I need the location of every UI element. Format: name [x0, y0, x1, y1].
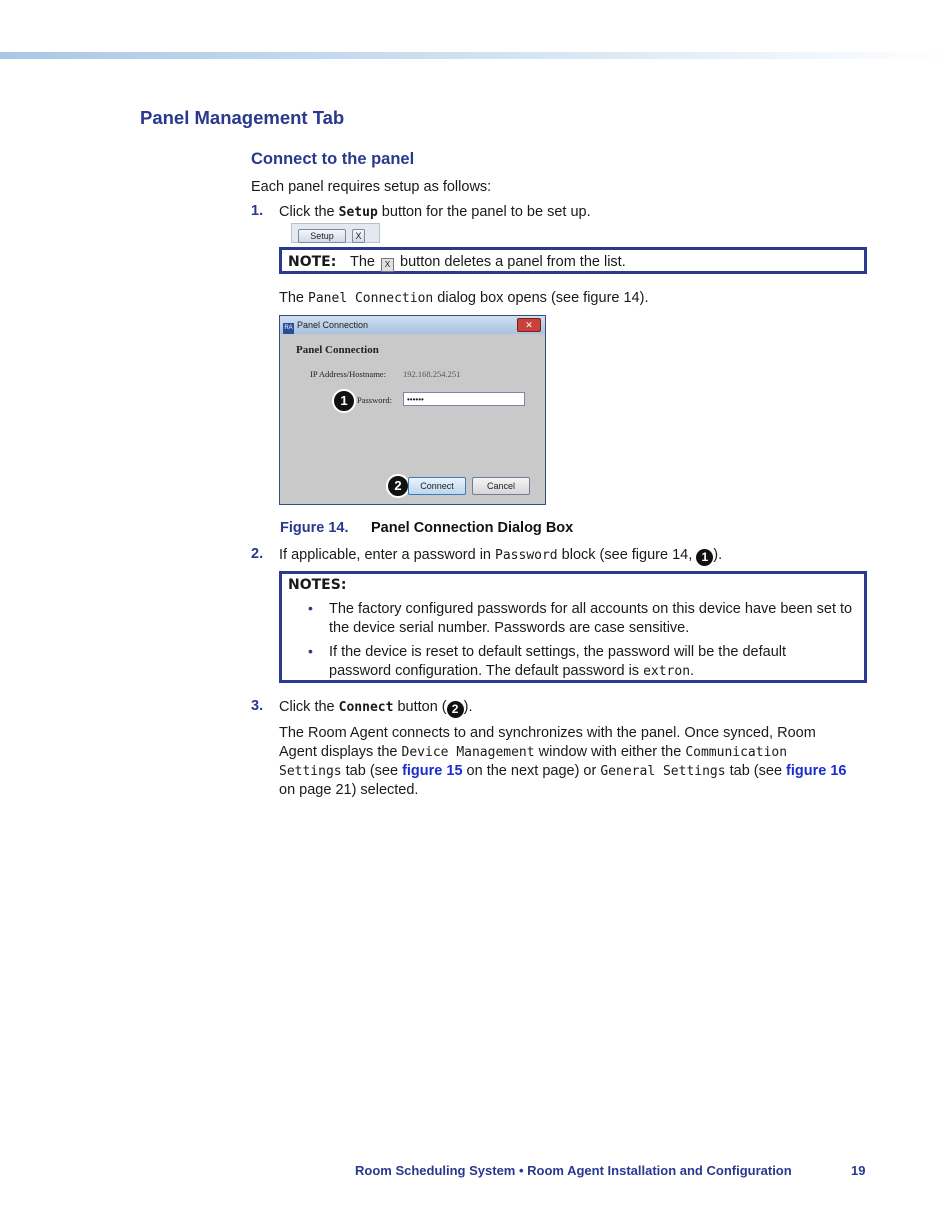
- connect-button[interactable]: Connect: [408, 477, 466, 495]
- figure-caption: Panel Connection Dialog Box: [371, 520, 574, 536]
- ip-value: 192.168.254.251: [403, 369, 461, 379]
- delete-x-icon: X: [381, 258, 394, 272]
- setup-buttons-image: [291, 223, 380, 243]
- password-label: Password:: [357, 395, 392, 405]
- callout-2-inline: 2: [447, 701, 464, 718]
- bullet-icon: •: [308, 600, 313, 616]
- page-number: 19: [851, 1163, 866, 1178]
- mini-setup-button: Setup: [298, 229, 346, 243]
- notes-bullet-2: If the device is reset to default settings, the password will be the default password configuration. The default password is extron.: [329, 644, 787, 679]
- figure-label: Figure 14.: [280, 520, 349, 536]
- callout-2: 2: [386, 474, 410, 498]
- step-2-text: If applicable, enter a password in Password block (see figure 14, 1 ).: [279, 547, 723, 564]
- notes-bullet-1: The factory configured passwords for all accounts on this device have been set to the device serial number. Passwords are case sensitive.: [329, 601, 853, 636]
- notes-label: NOTES:: [288, 577, 347, 593]
- dialog-window-title: Panel Connection: [297, 320, 369, 330]
- dialog-heading: Panel Connection: [296, 344, 379, 356]
- dialog-intro-text: The Panel Connection dialog box opens (see figure 14).: [279, 290, 649, 306]
- footer-title: Room Scheduling System • Room Agent Installation and Configuration: [355, 1163, 792, 1178]
- app-icon: RA: [283, 323, 294, 334]
- callout-1: 1: [332, 389, 356, 413]
- step-3-text: Click the Connect button ( 2 ).: [279, 699, 473, 716]
- header-accent-bar: [0, 52, 950, 59]
- password-field[interactable]: ••••••: [403, 392, 525, 406]
- bullet-icon: •: [308, 643, 313, 659]
- notes-box: [279, 571, 867, 683]
- cancel-button[interactable]: Cancel: [472, 477, 530, 495]
- section-title: Panel Management Tab: [140, 107, 345, 128]
- step-3-number: 3.: [251, 698, 264, 714]
- step-2-number: 2.: [251, 546, 264, 562]
- step-1-text: Click the Setup button for the panel to be set up.: [279, 204, 591, 220]
- note-text: The X button deletes a panel from the list.: [350, 254, 626, 270]
- step-1-number: 1.: [251, 203, 264, 219]
- callout-1-inline: 1: [696, 549, 713, 566]
- subsection-title: Connect to the panel: [251, 150, 415, 168]
- result-paragraph: The Room Agent connects to and synchronizes with the panel. Once synced, Room Agent displays the Device Management window with either the Communication Settings tab (see figure 15 on the next page) or General Settings tab (see figure 16 on page 21) selected.: [279, 725, 847, 798]
- note-label: NOTE:: [288, 254, 337, 270]
- figure-15-link[interactable]: figure 15: [402, 763, 463, 779]
- setup-code: Setup: [338, 205, 378, 220]
- dialog-title-bar: [280, 316, 545, 334]
- close-icon[interactable]: ✕: [517, 318, 541, 332]
- note-box: [279, 247, 867, 274]
- intro-text: Each panel requires setup as follows:: [251, 179, 492, 195]
- figure-16-link[interactable]: figure 16: [786, 763, 847, 779]
- ip-label: IP Address/Hostname:: [310, 369, 386, 379]
- mini-delete-button: X: [352, 229, 365, 243]
- panel-connection-dialog: [279, 315, 546, 505]
